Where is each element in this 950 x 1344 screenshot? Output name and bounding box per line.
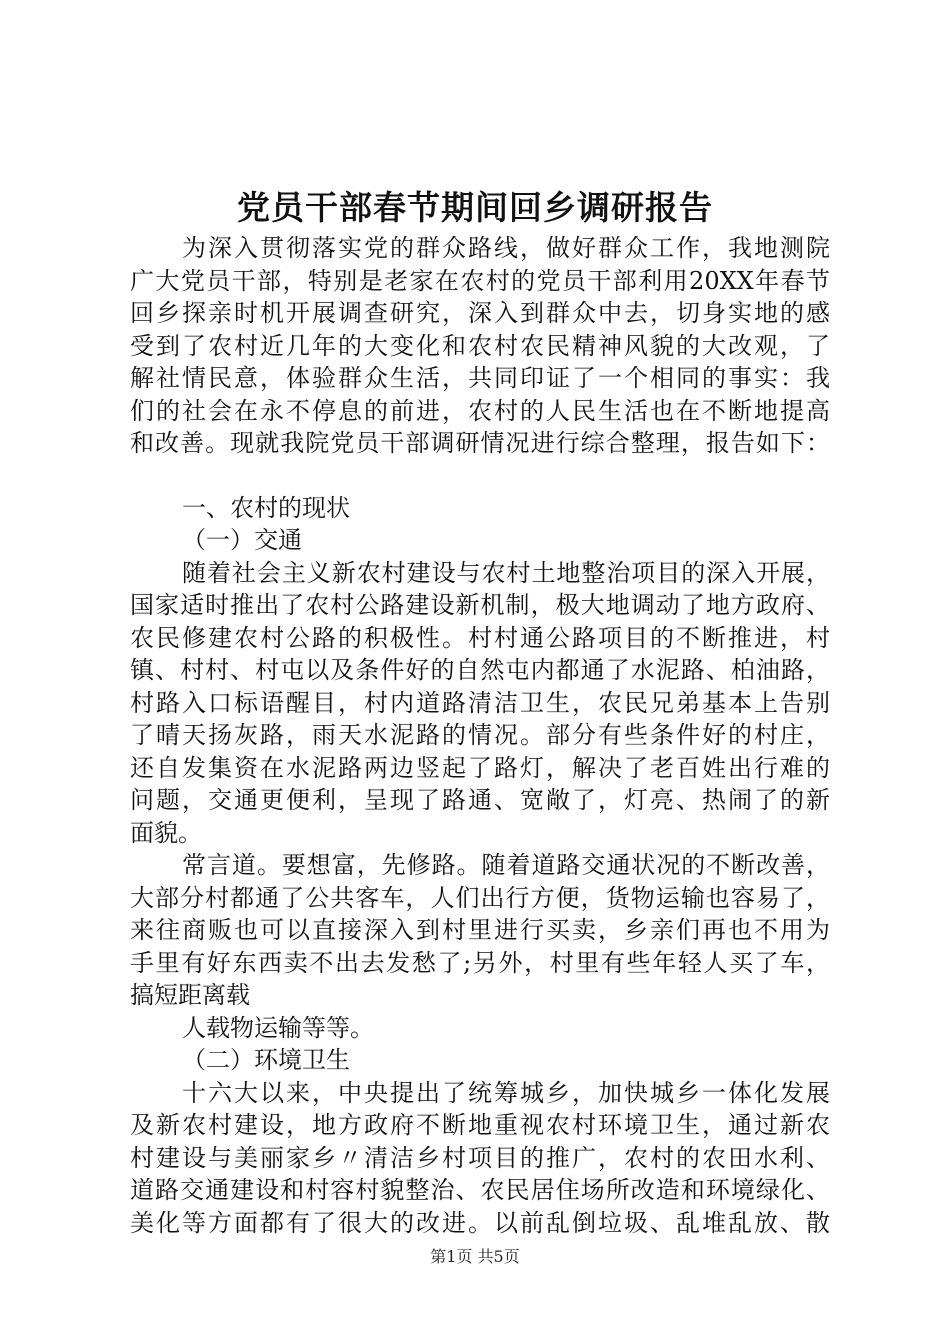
section-heading: 一、农村的现状 [182, 493, 350, 522]
document-body [130, 232, 830, 1239]
paragraph-gap [130, 460, 830, 492]
document-title: 党员干部春节期间回乡调研报告 [237, 188, 713, 227]
paragraph-line: 及新农村建设，地方政府不断地重视农村环境卫生，通过新农 [130, 1111, 830, 1139]
paragraph-line: 广大党员干部，特别是老家在农村的党员干部利用20XX年春节 [130, 266, 830, 295]
paragraph-line: 美化等方面都有了很大的改进。以前乱倒垃圾、乱堆乱放、散 [130, 1208, 830, 1237]
paragraph-line: 大部分村都通了公共客车，人们出行方便，货物运输也容易了， [130, 883, 830, 912]
paragraph-line: 回乡探亲时机开展调查研究，深入到群众中去，切身实地的感 [130, 299, 830, 327]
paragraph-line: 手里有好东西卖不出去发愁了;另外，村里有些年轻人买了车， [130, 948, 830, 977]
page-footer: 第1页 共5页 [430, 1247, 520, 1266]
paragraph-line: 搞短距离载 [130, 981, 250, 1009]
subsection-heading: （一）交通 [182, 526, 302, 554]
paragraph-line: 村建设与美丽家乡〃清洁乡村项目的推广，农村的农田水利、 [130, 1143, 830, 1172]
paragraph-line: 农民修建农村公路的积极性。村村通公路项目的不断推进，村 [130, 623, 830, 652]
paragraph-line: 十六大以来，中央提出了统筹城乡，加快城乡一体化发展 [182, 1078, 830, 1107]
paragraph-line: 国家适时推出了农村公路建设新机制，极大地调动了地方政府、 [130, 591, 830, 619]
paragraph-line: 常言道。要想富，先修路。随着道路交通状况的不断改善， [182, 851, 830, 879]
paragraph-line: 来往商贩也可以直接深入到村里进行买卖，乡亲们再也不用为 [130, 916, 830, 944]
paragraph-line: 镇、村村、村屯以及条件好的自然屯内都通了水泥路、柏油路， [130, 656, 830, 684]
paragraph-line: 受到了农村近几年的大变化和农村农民精神风貌的大改观，了 [130, 331, 830, 360]
paragraph-line: 问题，交通更便利，呈现了路通、宽敞了，灯亮、热闹了的新 [130, 786, 830, 814]
paragraph-line: 了晴天扬灰路，雨天水泥路的情况。部分有些条件好的村庄， [130, 721, 830, 749]
paragraph-line: 人载物运输等等。 [182, 1013, 374, 1042]
paragraph-line: 为深入贯彻落实党的群众路线，做好群众工作，我地测院 [182, 234, 830, 262]
subsection-heading: （二）环境卫生 [182, 1046, 350, 1074]
paragraph-line: 们的社会在永不停息的前进，农村的人民生活也在不断地提高 [130, 396, 830, 425]
paragraph-line: 随着社会主义新农村建设与农村土地整治项目的深入开展， [182, 558, 830, 587]
paragraph-line: 解社情民意，体验群众生活，共同印证了一个相同的事实：我 [130, 364, 830, 392]
paragraph-line: 道路交通建设和村容村貌整治、农民居住场所改造和环境绿化、 [130, 1176, 830, 1204]
paragraph-line: 面貌。 [130, 818, 202, 847]
paragraph-line: 还自发集资在水泥路两边竖起了路灯，解决了老百姓出行难的 [130, 753, 830, 782]
paragraph-line: 村路入口标语醒目，村内道路清洁卫生，农民兄弟基本上告别 [130, 688, 830, 717]
paragraph-line: 和改善。现就我院党员干部调研情况进行综合整理，报告如下： [130, 429, 830, 457]
